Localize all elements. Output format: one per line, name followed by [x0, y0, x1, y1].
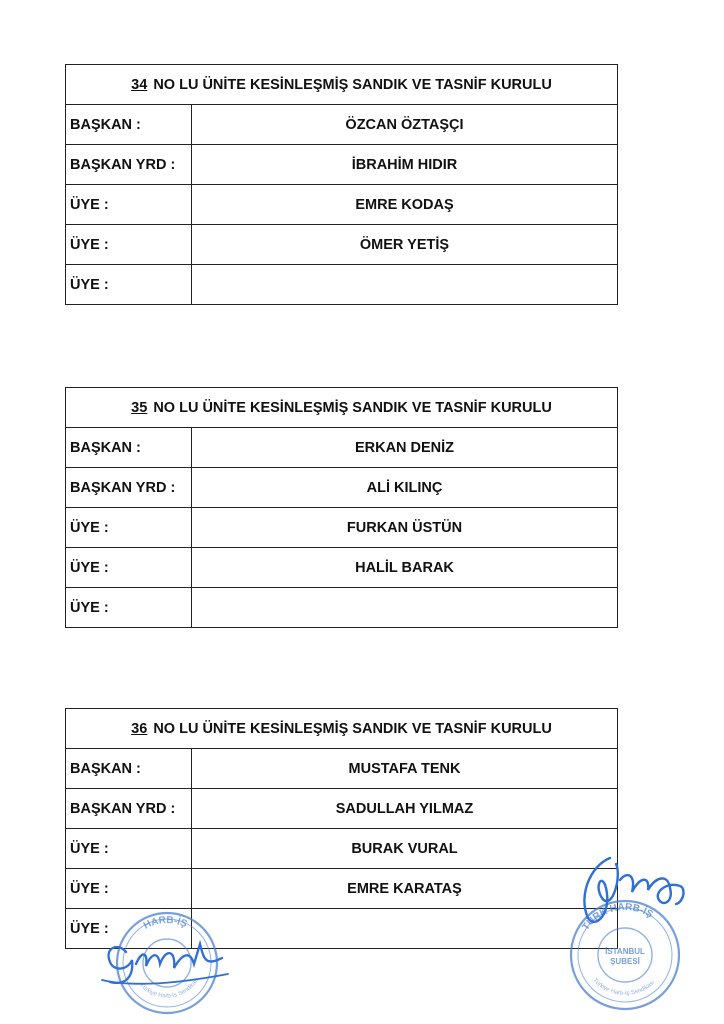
member-name: BURAK VURAL	[192, 829, 618, 869]
role-label: ÜYE :	[66, 548, 192, 588]
board-title-text: NO LU ÜNİTE KESİNLEŞMİŞ SANDIK VE TASNİF KURULU	[153, 720, 552, 737]
table-row	[66, 265, 618, 305]
signature-left	[96, 930, 236, 990]
role-label: BAŞKAN :	[66, 749, 192, 789]
signature-right	[572, 846, 692, 936]
table-row	[66, 185, 618, 225]
stamp-right-org: TÜRK HARB-İŞ	[580, 901, 655, 933]
role-label: ÜYE :	[66, 225, 192, 265]
role-label: ÜYE :	[66, 829, 192, 869]
table-row	[66, 468, 618, 508]
board-title	[66, 709, 618, 749]
table-row	[66, 789, 618, 829]
role-label: ÜYE :	[66, 265, 192, 305]
role-label: BAŞKAN YRD :	[66, 145, 192, 185]
board-number: 35	[131, 399, 148, 416]
table-row	[66, 829, 618, 869]
table-row	[66, 869, 618, 909]
table-row	[66, 145, 618, 185]
role-label: ÜYE :	[66, 869, 192, 909]
role-label: ÜYE :	[66, 185, 192, 225]
member-name: MUSTAFA TENK	[192, 749, 618, 789]
stamp-left-text: Türkiye Harb-İş Sendikası	[138, 976, 201, 1000]
stamp-left-org: HARB-İŞ	[141, 914, 189, 932]
table-row	[66, 105, 618, 145]
board-title-text: NO LU ÜNİTE KESİNLEŞMİŞ SANDIK VE TASNİF KURULU	[153, 399, 552, 416]
member-name: SADULLAH YILMAZ	[192, 789, 618, 829]
member-name: ÖZCAN ÖZTAŞÇI	[192, 105, 618, 145]
role-label: ÜYE :	[66, 508, 192, 548]
table-row	[66, 508, 618, 548]
board-number: 36	[131, 720, 148, 737]
member-name: ÖMER YETİŞ	[192, 225, 618, 265]
role-label: ÜYE :	[66, 588, 192, 628]
table-row	[66, 548, 618, 588]
role-label: BAŞKAN :	[66, 428, 192, 468]
table-row	[66, 588, 618, 628]
table-row	[66, 749, 618, 789]
member-name: EMRE KARATAŞ	[192, 869, 618, 909]
stamp-right-branch: ŞUBESİ	[610, 957, 640, 966]
member-name: ALİ KILINÇ	[192, 468, 618, 508]
table-row	[66, 225, 618, 265]
board-number: 34	[131, 76, 148, 93]
member-name: İBRAHİM HIDIR	[192, 145, 618, 185]
svg-text:Türkiye Harb-İş Sendikası	[592, 977, 657, 997]
board-title	[66, 65, 618, 105]
member-name	[192, 588, 618, 628]
role-label: BAŞKAN YRD :	[66, 789, 192, 829]
member-name: EMRE KODAŞ	[192, 185, 618, 225]
stamp-right-text: Türkiye Harb-İş Sendikası	[591, 977, 657, 997]
board-35-table	[65, 387, 618, 628]
board-34-table	[65, 64, 618, 305]
table-row	[66, 428, 618, 468]
member-name	[192, 265, 618, 305]
role-label: BAŞKAN YRD :	[66, 468, 192, 508]
stamp-right-city: İSTANBUL	[605, 947, 645, 956]
member-name: FURKAN ÜSTÜN	[192, 508, 618, 548]
board-title-text: NO LU ÜNİTE KESİNLEŞMİŞ SANDIK VE TASNİF KURULU	[153, 76, 552, 93]
role-label: ÜYE :	[66, 909, 192, 949]
member-name: ERKAN DENİZ	[192, 428, 618, 468]
member-name	[192, 909, 618, 949]
member-name: HALİL BARAK	[192, 548, 618, 588]
board-title	[66, 388, 618, 428]
role-label: BAŞKAN :	[66, 105, 192, 145]
